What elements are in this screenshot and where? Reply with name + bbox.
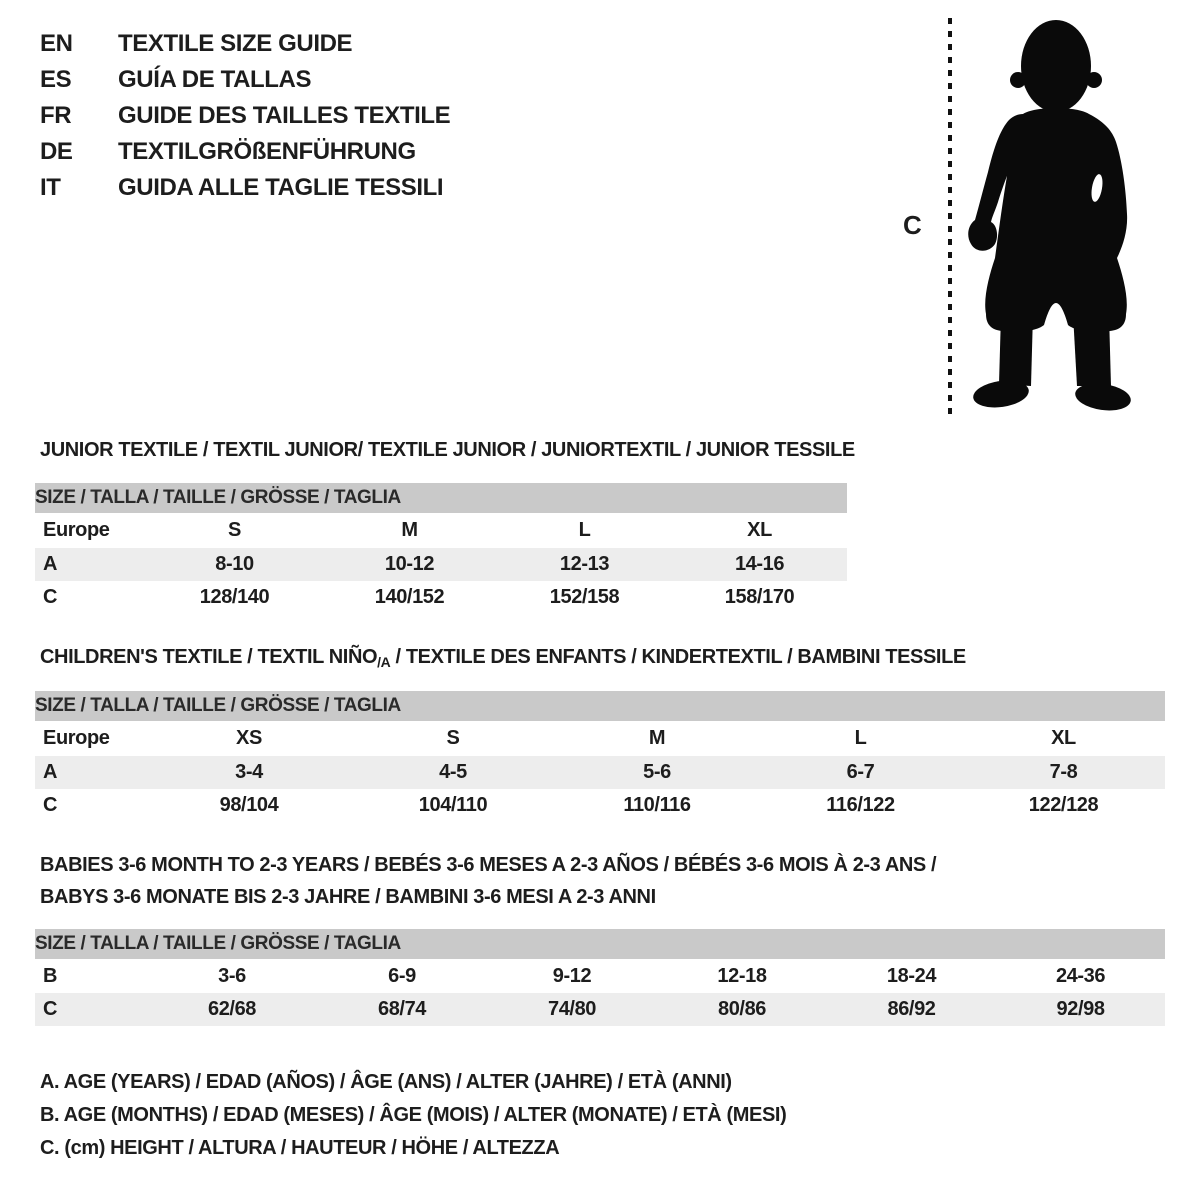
size-header-label: SIZE / TALLA / TAILLE / GRÖSSE / TAGLIA [35,691,1165,721]
babies-size-table [35,929,1165,1026]
junior-size-table [35,483,847,614]
language-label: GUÍA DE TALLAS [118,66,312,93]
babies-section-title [40,849,936,913]
table-row-europe [35,513,847,548]
language-row-fr [40,98,450,134]
row-label-cell: C [35,993,147,1026]
toddler-silhouette-icon [963,14,1139,414]
table-cell: 98/104 [219,794,279,816]
row-label-cell: Europe [43,519,110,541]
language-row-en [40,26,450,62]
table-cell: 5-6 [555,756,759,789]
height-dashed-line-icon [946,16,954,418]
table-cell: 68/74 [317,993,487,1026]
language-code: FR [40,102,72,129]
table-cell: M [648,727,666,749]
junior-section-title: JUNIOR TEXTILE / TEXTIL JUNIOR/ TEXTILE JUNIOR / JUNIORTEXTIL / JUNIOR TESSILE [40,439,855,461]
table-cell: 4-5 [351,756,555,789]
table-cell: L [578,519,591,541]
table-cell: 62/68 [147,993,317,1026]
table-cell: 122/128 [1028,794,1099,816]
table-cell: S [446,727,460,749]
note-age-years: A. AGE (YEARS) / EDAD (AÑOS) / ÂGE (ANS) / ALTER (JAHRE) / ETÀ (ANNI) [40,1071,732,1093]
language-label: GUIDE DES TAILLES TEXTILE [118,102,451,129]
table-cell: 10-12 [322,548,497,581]
table-cell: 7-8 [962,756,1165,789]
table-header-band [35,929,1165,959]
language-label: TEXTILE SIZE GUIDE [118,30,353,57]
table-cell: 104/110 [418,794,488,816]
table-row-months [35,959,1165,993]
size-header-label: SIZE / TALLA / TAILLE / GRÖSSE / TAGLIA [35,483,847,513]
row-label-cell: A [35,548,147,581]
language-code: IT [40,174,61,201]
table-cell: 128/140 [199,586,270,608]
children-title-suffix: / TEXTILE DES ENFANTS / KINDERTEXTIL / BAMBINI TESSILE [390,646,966,668]
table-cell: XL [747,519,772,541]
table-cell: L [854,727,867,749]
table-row-age [35,548,847,581]
table-cell: 9-12 [552,964,592,987]
row-label-cell: C [43,794,58,816]
table-cell: 74/80 [487,993,657,1026]
language-row-de [40,134,450,170]
note-age-months: B. AGE (MONTHS) / EDAD (MESES) / ÂGE (MOIS) / ALTER (MONATE) / ETÀ (MESI) [40,1104,787,1126]
children-title-sub: /A [377,654,391,670]
table-cell: 6-7 [759,756,962,789]
language-code: ES [40,66,72,93]
table-row-height [35,993,1165,1026]
table-row-age [35,756,1165,789]
table-cell: 158/170 [724,586,795,608]
table-cell: 86/92 [827,993,996,1026]
children-title-prefix: CHILDREN'S TEXTILE / TEXTIL NIÑO [40,646,378,668]
language-label: GUIDA ALLE TAGLIE TESSILI [118,174,444,201]
table-cell: 3-6 [218,964,246,987]
table-cell: 92/98 [996,993,1165,1026]
table-cell: 80/86 [657,993,827,1026]
table-cell: 116/122 [826,794,895,816]
table-cell: 8-10 [147,548,322,581]
table-cell: 3-4 [147,756,351,789]
children-size-table [35,691,1165,822]
table-cell: S [228,519,241,541]
table-cell: 152/158 [549,586,620,608]
language-code: DE [40,138,73,165]
row-label-cell: Europe [43,727,110,749]
table-header-band [35,691,1165,721]
table-cell: XS [236,727,262,749]
language-title-list [40,26,450,206]
table-cell: XL [1051,727,1076,749]
language-row-it [40,170,450,206]
table-cell: M [401,519,418,541]
babies-title-line2: BABYS 3-6 MONATE BIS 2-3 JAHRE / BAMBINI 3-6 MESI A 2-3 ANNI [40,886,656,908]
row-label-cell: A [35,756,147,789]
note-height-cm: C. (cm) HEIGHT / ALTURA / HAUTEUR / HÖHE / ALTEZZA [40,1137,560,1159]
height-measure-label: C [903,210,922,240]
row-label-cell: B [43,964,58,987]
table-cell: 12-18 [717,964,767,987]
table-cell: 24-36 [1055,964,1106,987]
children-section-title [40,641,966,678]
table-cell: 18-24 [886,964,937,987]
table-cell: 110/116 [623,794,691,816]
table-cell: 14-16 [672,548,847,581]
legend-notes [40,1066,786,1165]
size-header-label: SIZE / TALLA / TAILLE / GRÖSSE / TAGLIA [35,929,1165,959]
language-label: TEXTILGRÖßENFÜHRUNG [118,138,416,165]
table-row-height [35,581,847,614]
babies-title-line1: BABIES 3-6 MONTH TO 2-3 YEARS / BEBÉS 3-6 MESES A 2-3 AÑOS / BÉBÉS 3-6 MOIS À 2-3 ANS / [40,854,937,876]
table-cell: 6-9 [388,964,416,987]
language-code: EN [40,30,73,57]
table-header-band [35,483,847,513]
table-cell: 12-13 [497,548,672,581]
table-row-height [35,789,1165,822]
table-row-europe [35,721,1165,756]
table-cell: 140/152 [374,586,445,608]
row-label-cell: C [43,586,58,608]
language-row-es [40,62,450,98]
